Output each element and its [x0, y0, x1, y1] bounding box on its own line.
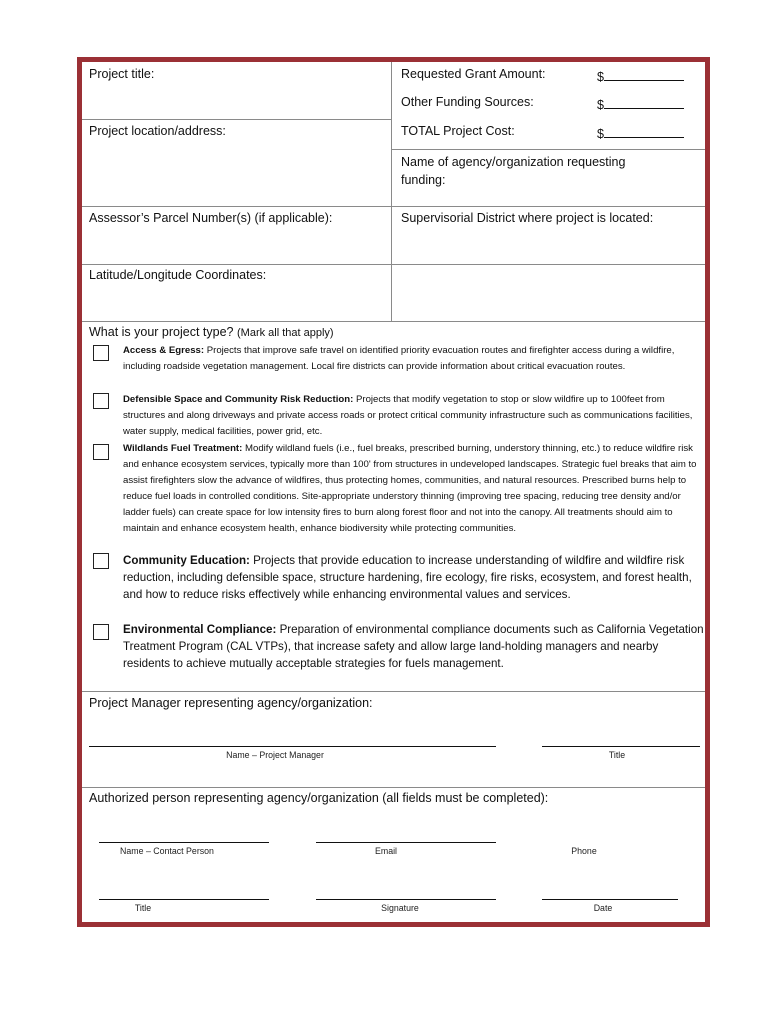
other-funding-label: Other Funding Sources:	[401, 95, 534, 109]
supervisorial-district-label: Supervisorial District where project is located:	[401, 211, 654, 225]
row-divider	[82, 264, 705, 265]
contact-name-caption: Name – Contact Person	[120, 846, 214, 856]
total-cost-label: TOTAL Project Cost:	[401, 124, 515, 138]
requested-grant-field[interactable]	[597, 67, 684, 84]
option-community-education: Community Education: Projects that provide education to increase understanding of wildfire and wildfire risk reduction, including defensible space, structure hardening, fire ecology, fire risks, ecosystem, and forest health, and how to reduce risks effectively while enhancing environmental values and services.	[123, 554, 692, 601]
project-location-label: Project location/address:	[89, 124, 226, 138]
row-divider	[391, 149, 705, 150]
option-environmental-compliance: Environmental Compliance: Preparation of environmental compliance documents such as California Vegetation Treatment Program (CAL VTPs), that increase safety and allow large land-holding managers and nearby residents to achieve mutually acceptable strategies for fuels management.	[123, 623, 704, 670]
parcel-number-label: Assessor’s Parcel Number(s) (if applicable):	[89, 211, 333, 225]
manager-title-line[interactable]	[542, 746, 700, 747]
option-access-egress: Access & Egress: Projects that improve safe travel on identified priority evacuation routes and firefighter access during a wildfire, including roadside vegetation management. Local fire districts can provide information about critical evacuation routes.	[123, 345, 675, 372]
authorized-heading: Authorized person representing agency/organization (all fields must be completed):	[89, 791, 549, 805]
row-divider	[82, 691, 705, 692]
date-caption: Date	[593, 903, 613, 913]
lat-long-label: Latitude/Longitude Coordinates:	[89, 268, 267, 282]
column-divider	[391, 62, 392, 321]
title-caption: Title	[134, 903, 152, 913]
row-divider	[82, 206, 705, 207]
total-cost-field[interactable]	[597, 124, 684, 141]
project-type-question: What is your project type? (Mark all that apply)	[89, 325, 334, 339]
currency-symbol: $	[597, 127, 604, 141]
project-manager-heading: Project Manager representing agency/organization:	[89, 696, 373, 710]
email-line[interactable]	[316, 842, 496, 843]
requested-grant-label: Requested Grant Amount:	[401, 67, 546, 81]
agency-name-label: Name of agency/organization requesting funding:	[401, 155, 626, 187]
phone-caption: Phone	[571, 846, 597, 856]
project-type-hint: (Mark all that apply)	[237, 327, 334, 339]
contact-name-line[interactable]	[99, 842, 269, 843]
row-divider	[82, 787, 705, 788]
checkbox-defensible-space[interactable]	[93, 393, 109, 409]
currency-symbol: $	[597, 70, 604, 84]
signature-caption: Signature	[381, 903, 419, 913]
manager-name-line[interactable]	[89, 746, 496, 747]
email-caption: Email	[375, 846, 397, 856]
checkbox-wildlands-fuel[interactable]	[93, 444, 109, 460]
row-divider	[82, 321, 705, 322]
other-funding-field[interactable]	[597, 95, 684, 112]
row-divider	[82, 119, 391, 120]
signature-line[interactable]	[316, 899, 496, 900]
manager-name-caption: Name – Project Manager	[226, 750, 324, 760]
checkbox-access-egress[interactable]	[93, 345, 109, 361]
title-line[interactable]	[99, 899, 269, 900]
option-defensible-space: Defensible Space and Community Risk Reduction: Projects that modify vegetation to stop or slow wildfire up to 100feet from structures and along driveways and private access roads or protect critical community infrastructure such as communications facilities, water supply, medical facilities, power grid, etc.	[123, 394, 693, 437]
manager-title-caption: Title	[608, 750, 626, 760]
date-line[interactable]	[542, 899, 678, 900]
project-title-label: Project title:	[89, 67, 155, 81]
checkbox-environmental-compliance[interactable]	[93, 624, 109, 640]
option-wildlands-fuel: Wildlands Fuel Treatment: Modify wildland fuels (i.e., fuel breaks, prescribed burning, understory thinning, etc.) to reduce wildfire risk and enhance ecosystem services, typically more than 100' from structures in undeveloped landscapes. Strategic fuel breaks that aim to assist firefighters slow the advance of wildfires, thus protecting homes, communities, and natural resources. Prescribed burns help to reduce fuel loads in controlled conditions. Site-appropriate understory thinning (improving tree spacing, reducing tree density and/or ladder fuels) can create space for low intensity fires to burn along forest floor and not into the canopy. All treatments should aim to maintain and enhance ecosystem health, enhance biodiversity while protecting communities.	[123, 443, 697, 534]
checkbox-community-education[interactable]	[93, 553, 109, 569]
currency-symbol: $	[597, 98, 604, 112]
